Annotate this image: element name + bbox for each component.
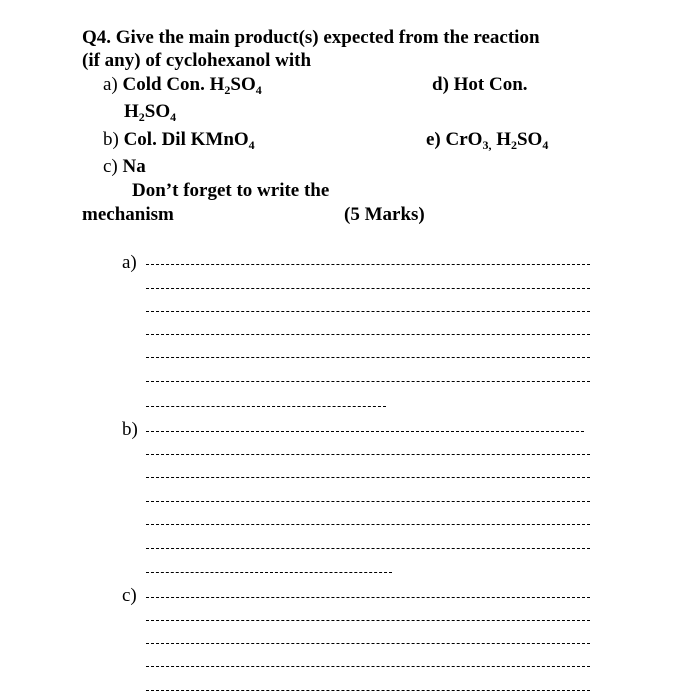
question-line-2: (if any) of cyclohexanol with bbox=[82, 50, 312, 71]
option-b-prefix: b) bbox=[103, 129, 124, 150]
answer-a-line[interactable] bbox=[146, 357, 590, 358]
answer-c-label: c) bbox=[122, 585, 137, 606]
answer-b-line[interactable] bbox=[146, 454, 590, 455]
answer-b-line[interactable] bbox=[146, 524, 590, 525]
note-line-1: Don’t forget to write the bbox=[132, 180, 330, 201]
answer-c-line[interactable] bbox=[146, 690, 590, 691]
answer-c-line[interactable] bbox=[146, 643, 590, 644]
answer-b-line[interactable] bbox=[146, 572, 392, 573]
answer-b-label: b) bbox=[122, 419, 138, 440]
answer-a-line[interactable] bbox=[146, 406, 386, 407]
answer-a-line[interactable] bbox=[146, 381, 590, 382]
answer-a-line[interactable] bbox=[146, 264, 590, 265]
option-c-prefix: c) bbox=[103, 156, 123, 177]
answer-a-line[interactable] bbox=[146, 311, 590, 312]
answer-c-line[interactable] bbox=[146, 666, 590, 667]
option-a-prefix: a) bbox=[103, 74, 123, 95]
answer-c-line[interactable] bbox=[146, 597, 590, 598]
option-a bbox=[103, 74, 262, 96]
question-line-1: Q4. Give the main product(s) expected from the reaction bbox=[82, 27, 540, 48]
answer-b-line[interactable] bbox=[146, 477, 590, 478]
option-c bbox=[103, 156, 146, 178]
option-d-formula: $H_2SO_4$ bbox=[124, 101, 177, 124]
option-b-formula: Col. Dil KMnO$_4$ bbox=[123, 129, 255, 152]
option-d: d) Hot Con. bbox=[432, 74, 528, 95]
answer-b-line[interactable] bbox=[146, 501, 590, 502]
option-a-formula: Cold Con. $H_2SO_4$ bbox=[122, 74, 262, 97]
answer-a-line[interactable] bbox=[146, 288, 590, 289]
answer-b-line[interactable] bbox=[146, 431, 584, 432]
answer-a-label: a) bbox=[122, 252, 137, 273]
option-b bbox=[103, 129, 255, 151]
answer-a-line[interactable] bbox=[146, 334, 590, 335]
answer-b-line[interactable] bbox=[146, 548, 590, 549]
answer-c-line[interactable] bbox=[146, 620, 590, 621]
note-mechanism: mechanism bbox=[82, 204, 174, 225]
marks: (5 Marks) bbox=[344, 204, 425, 225]
option-e: e) CrO$_{3,}$ $H_2SO_4$ bbox=[426, 129, 549, 152]
option-c-text: Na bbox=[122, 156, 146, 177]
